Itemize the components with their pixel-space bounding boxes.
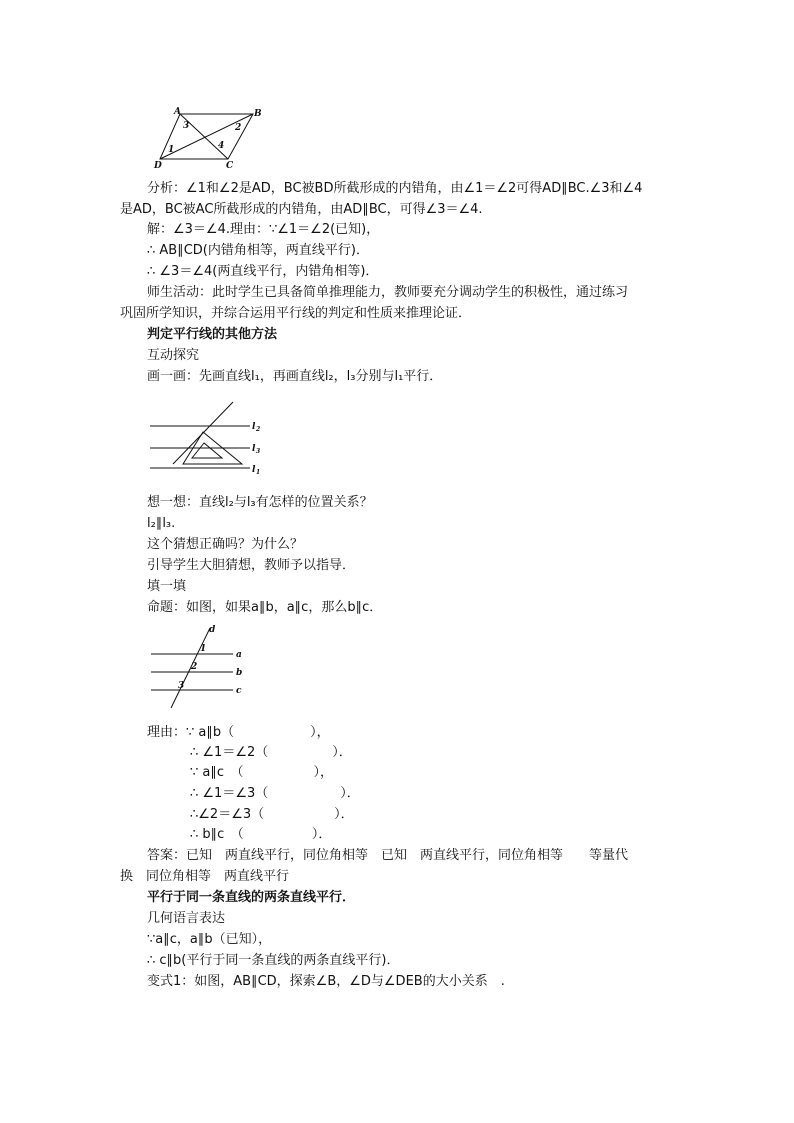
section-heading: 判定平行线的其他方法 <box>147 327 278 342</box>
geometric-line-2: ∴ c∥b(平行于同一条直线的两条直线平行)． <box>147 953 400 968</box>
therefore-line-1: ∴ AB∥CD(内错角相等，两直线平行)． <box>147 243 369 258</box>
triangle-ruler-inner <box>192 443 222 458</box>
parallel-lines-ruler-figure <box>148 400 268 478</box>
answer-line-1: 答案：已知 两直线平行，同位角相等 已知 两直线平行，同位角相等 等量代 <box>147 848 629 863</box>
parallelogram-figure <box>150 104 270 170</box>
guess-line: l₂∥l₃. <box>147 516 176 531</box>
reason-line-2: ∴ ∠1＝∠2（ ）． <box>190 745 352 760</box>
label-l1-sub: 1 <box>256 469 261 476</box>
proposition-line: 命题：如图，如果a∥b，a∥c，那么b∥c． <box>147 600 383 615</box>
geometric-language-heading: 几何语言表达 <box>147 911 226 926</box>
label-D: D <box>154 161 162 170</box>
guide-line: 引导学生大胆猜想，教师予以指导． <box>147 558 356 573</box>
reason-line-1: 理由：∵ a∥b（ ）， <box>147 725 330 740</box>
variant-line: 变式1：如图，AB∥CD，探索∠B，∠D与∠DEB的大小关系 . <box>147 974 505 989</box>
label-l2: l <box>252 422 256 432</box>
label-d: d <box>209 625 216 635</box>
solution-line: 解：∠3＝∠4.理由：∵∠1＝∠2(已知)， <box>147 222 380 237</box>
label-b: b <box>236 668 243 678</box>
angle-3-label: 3 <box>178 681 185 691</box>
angle-2-label: 2 <box>191 662 198 672</box>
activity-line-2: 巩固所学知识，并综合运用平行线的判定和性质来推理论证． <box>120 306 472 321</box>
transversal-figure <box>148 622 248 710</box>
answer-line-2: 换 同位角相等 两直线平行 <box>120 869 290 884</box>
label-l1: l <box>252 465 256 475</box>
reason-line-3: ∵ a∥c （ ）， <box>190 765 334 780</box>
label-C: C <box>226 161 234 170</box>
label-l3-sub: 3 <box>256 448 261 455</box>
activity-line-1: 师生活动：此时学生已具备简单推理能力，教师要充分调动学生的积极性，通过练习 <box>147 285 629 300</box>
geometric-line-1: ∵a∥c，a∥b（已知）， <box>147 932 272 947</box>
label-c: c <box>236 686 242 696</box>
fill-heading: 填一填 <box>147 579 187 594</box>
transversal-line <box>173 402 233 464</box>
analysis-line-2: 是AD，BC被AC所截形成的内错角，由AD∥BC，可得∠3＝∠4. <box>120 202 483 217</box>
label-l3: l <box>252 444 256 454</box>
interactive-heading: 互动探究 <box>147 348 200 363</box>
question-line: 这个猜想正确吗？为什么？ <box>147 537 304 552</box>
therefore-line-2: ∴ ∠3＝∠4(两直线平行，内错角相等)． <box>147 264 379 279</box>
angle-1-label: 1 <box>168 145 175 155</box>
label-l2-sub: 2 <box>256 426 261 433</box>
label-B: B <box>254 109 262 119</box>
angle-4-label: 4 <box>218 141 225 151</box>
angle-3-label: 3 <box>183 121 190 131</box>
draw-instruction: 画一画：先画直线l₁，再画直线l₂，l₃分别与l₁平行． <box>147 369 443 384</box>
reason-line-4: ∴ ∠1＝∠3（ ）． <box>190 786 360 801</box>
theorem-line: 平行于同一条直线的两条直线平行． <box>147 890 356 905</box>
analysis-line-1: 分析：∠1和∠2是AD，BC被BD所截形成的内错角，由∠1＝∠2可得AD∥BC.∠3和∠4 <box>147 181 643 196</box>
angle-1-label: 1 <box>200 644 207 654</box>
angle-2-label: 2 <box>235 123 242 133</box>
label-a: a <box>236 650 242 660</box>
label-A: A <box>174 107 181 117</box>
reason-line-6: ∴ b∥c （ ）． <box>190 827 332 842</box>
reason-line-5: ∴∠2＝∠3（ ）． <box>190 807 354 822</box>
think-question: 想一想：直线l₂与l₃有怎样的位置关系？ <box>147 495 373 510</box>
